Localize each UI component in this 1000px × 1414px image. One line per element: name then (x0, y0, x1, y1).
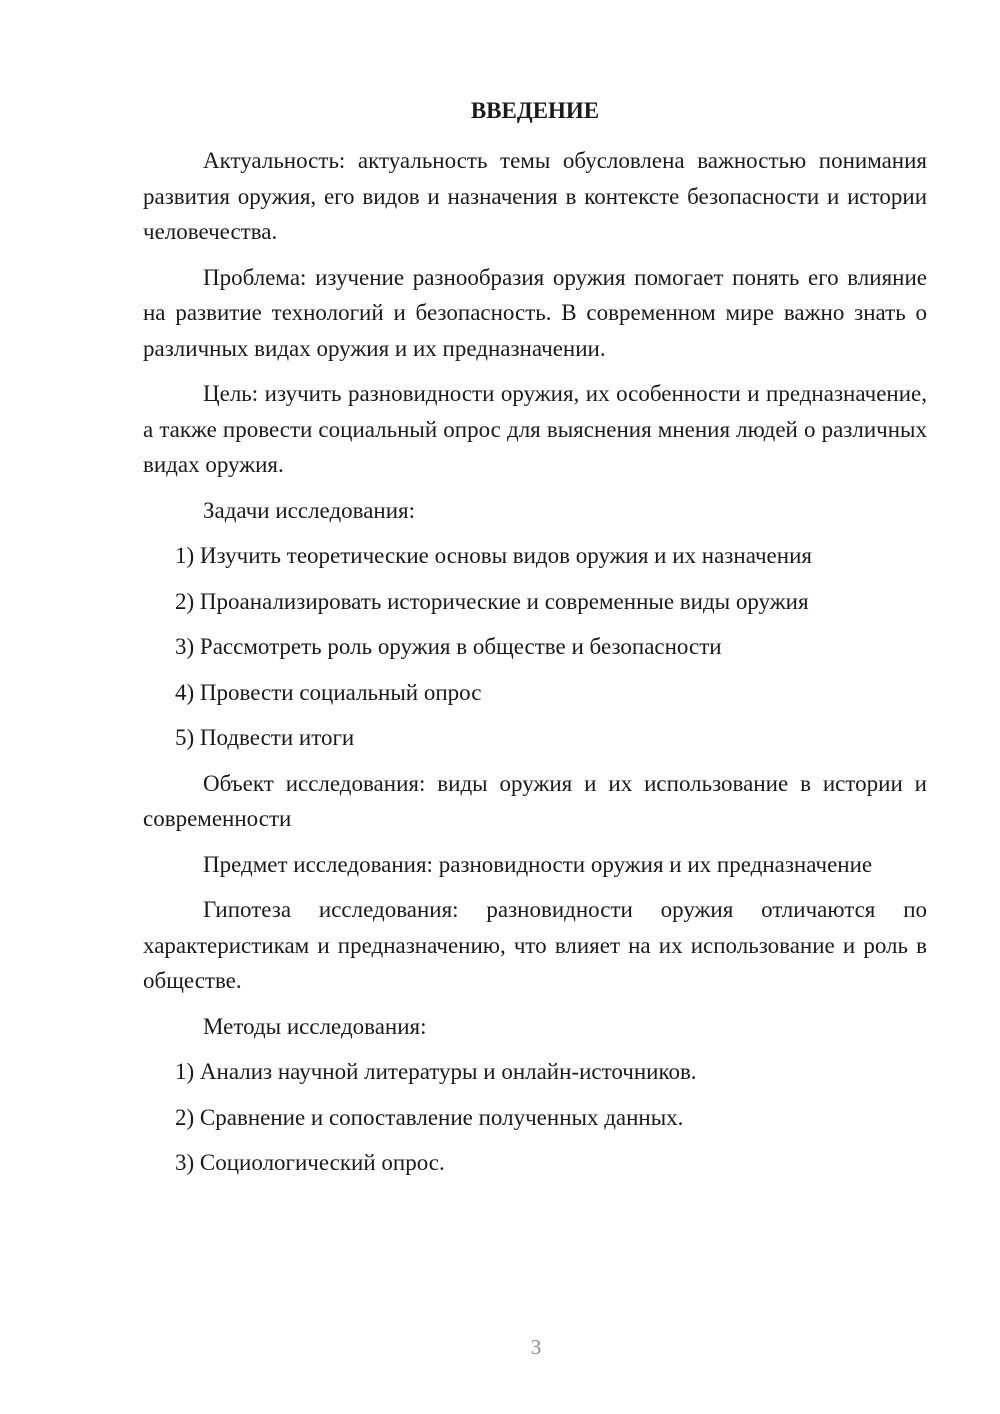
object-paragraph: Объект исследования: виды оружия и их использование в истории и современности (143, 770, 927, 831)
task-item: 5) Подвести итоги (175, 725, 355, 750)
tasks-list (143, 538, 927, 756)
hypothesis-paragraph: Гипотеза исследования: разновидности оружия отличаются по характеристикам и предназначению, что влияет на их использование и роль в обществе. (143, 897, 927, 993)
section-title: ВВЕДЕНИЕ (470, 98, 600, 123)
task-item: 4) Провести социальный опрос (175, 679, 482, 705)
task-item: 3) Рассмотреть роль оружия в обществе и безопасности (175, 634, 722, 659)
task-item: 1) Изучить теоретические основы видов оружия и их назначения (175, 543, 812, 568)
page-number: 3 (530, 1335, 542, 1359)
goal-paragraph: Цель: изучить разновидности оружия, их особенности и предназначение, а также провести социальный опрос для выяснения мнения людей о различных видах оружия. (143, 381, 927, 477)
tasks-heading: Задачи исследования: (203, 497, 416, 523)
method-item: 3) Социологический опрос. (175, 1150, 445, 1175)
page-content (143, 95, 927, 1191)
problem-paragraph: Проблема: изучение разнообразия оружия помогает понять его влияние на развитие технологий и безопасность. В современном мире важно знать о различных видах оружия и их предназначении. (143, 264, 927, 361)
methods-heading: Методы исследования: (203, 1013, 427, 1039)
task-item: 2) Проанализировать исторические и современные виды оружия (175, 588, 809, 614)
methods-list (143, 1054, 927, 1181)
method-item: 1) Анализ научной литературы и онлайн-источников. (175, 1059, 697, 1084)
subject-paragraph: Предмет исследования: разновидности оружия и их предназначение (203, 851, 873, 877)
relevance-paragraph: Актуальность: актуальность темы обусловлена важностью понимания развития оружия, его видов и назначения в контексте безопасности и истории человечества. (143, 148, 927, 244)
method-item: 2) Сравнение и сопоставление полученных данных. (175, 1104, 684, 1130)
